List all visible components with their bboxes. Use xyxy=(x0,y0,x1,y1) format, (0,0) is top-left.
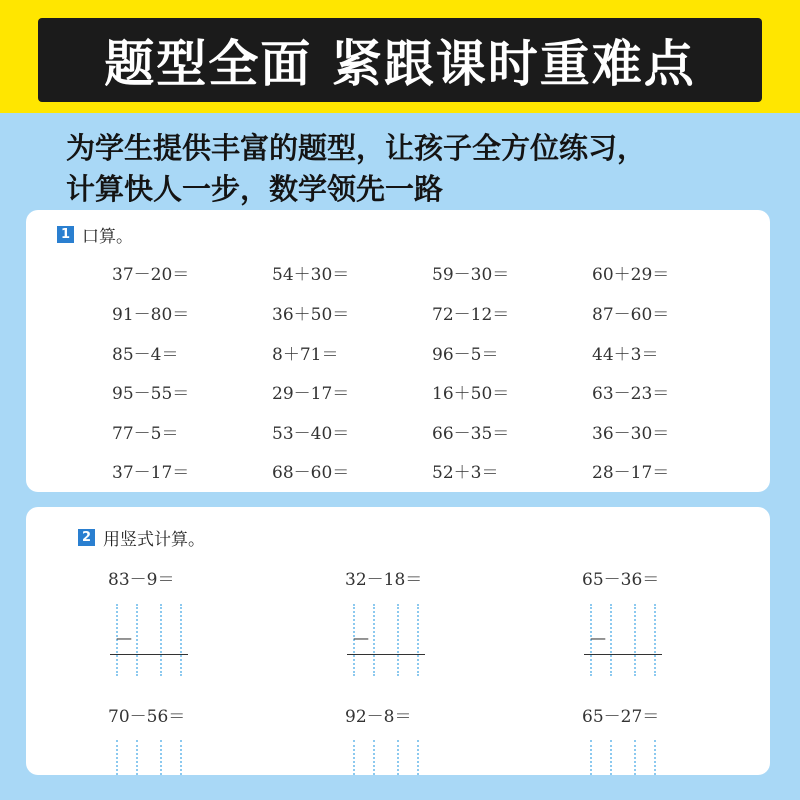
dotted-guide-line xyxy=(136,740,138,775)
oral-problem: 72－12＝ xyxy=(432,305,510,325)
oral-problem: 29－17＝ xyxy=(272,384,350,404)
dotted-guide-line xyxy=(590,740,592,775)
dotted-guide-line xyxy=(160,740,162,775)
dotted-guide-line xyxy=(610,604,612,676)
oral-problem: 63－23＝ xyxy=(592,384,670,404)
result-line xyxy=(347,654,425,655)
dotted-guide-line xyxy=(634,740,636,775)
minus-sign: — xyxy=(353,628,369,647)
subtitle-line-1: 为学生提供丰富的题型，让孩子全方位练习， xyxy=(66,131,647,165)
oral-problem: 77－5＝ xyxy=(112,424,179,444)
oral-problem: 95－55＝ xyxy=(112,384,190,404)
oral-problem: 91－80＝ xyxy=(112,305,190,325)
vertical-problem-label: 70－56＝ xyxy=(108,707,186,727)
oral-problem: 66－35＝ xyxy=(432,424,510,444)
section-2-number: 2 xyxy=(78,529,95,546)
dotted-guide-line xyxy=(373,740,375,775)
oral-problem: 53－40＝ xyxy=(272,424,350,444)
oral-problem: 44＋3＝ xyxy=(592,345,659,365)
section-1-title: 口算。 xyxy=(82,227,133,247)
dotted-guide-line xyxy=(397,604,399,676)
oral-problem: 52＋3＝ xyxy=(432,463,499,483)
oral-problem: 85－4＝ xyxy=(112,345,179,365)
section-1-heading xyxy=(57,222,133,247)
dotted-guide-line xyxy=(116,740,118,775)
oral-problem: 28－17＝ xyxy=(592,463,670,483)
dotted-guide-line xyxy=(417,604,419,676)
dotted-guide-line xyxy=(654,740,656,775)
oral-problem: 60＋29＝ xyxy=(592,265,670,285)
oral-problem: 37－20＝ xyxy=(112,265,190,285)
dotted-guide-line xyxy=(654,604,656,676)
section-2-heading xyxy=(78,525,205,550)
vertical-problem-label: 92－8＝ xyxy=(345,707,412,727)
banner-title-box xyxy=(38,18,762,102)
dotted-guide-line xyxy=(373,604,375,676)
dotted-guide-line xyxy=(353,740,355,775)
vertical-problem-label: 32－18＝ xyxy=(345,570,423,590)
result-line xyxy=(584,654,662,655)
oral-problem: 36－30＝ xyxy=(592,424,670,444)
dotted-guide-line xyxy=(180,604,182,676)
dotted-guide-line xyxy=(397,740,399,775)
vertical-problem-label: 83－9＝ xyxy=(108,570,175,590)
dotted-guide-line xyxy=(160,604,162,676)
vertical-problem-label: 65－27＝ xyxy=(582,707,660,727)
section-1-number: 1 xyxy=(57,226,74,243)
oral-problem: 8＋71＝ xyxy=(272,345,339,365)
minus-sign: — xyxy=(116,628,132,647)
vertical-problem-label: 65－36＝ xyxy=(582,570,660,590)
oral-problem: 54＋30＝ xyxy=(272,265,350,285)
dotted-guide-line xyxy=(136,604,138,676)
subtitle xyxy=(66,128,766,210)
oral-problem: 96－5＝ xyxy=(432,345,499,365)
dotted-guide-line xyxy=(417,740,419,775)
oral-problem: 68－60＝ xyxy=(272,463,350,483)
section-2-title: 用竖式计算。 xyxy=(103,530,205,550)
top-banner xyxy=(0,0,800,113)
minus-sign: — xyxy=(590,628,606,647)
subtitle-line-2: 计算快人一步，数学领先一路 xyxy=(66,172,444,206)
oral-problem: 37－17＝ xyxy=(112,463,190,483)
result-line xyxy=(110,654,188,655)
oral-problem: 36＋50＝ xyxy=(272,305,350,325)
dotted-guide-line xyxy=(610,740,612,775)
banner-title: 题型全面 紧跟课时重难点 xyxy=(104,35,696,93)
dotted-guide-line xyxy=(180,740,182,775)
oral-problem: 59－30＝ xyxy=(432,265,510,285)
oral-problem: 87－60＝ xyxy=(592,305,670,325)
dotted-guide-line xyxy=(634,604,636,676)
oral-problem: 16＋50＝ xyxy=(432,384,510,404)
